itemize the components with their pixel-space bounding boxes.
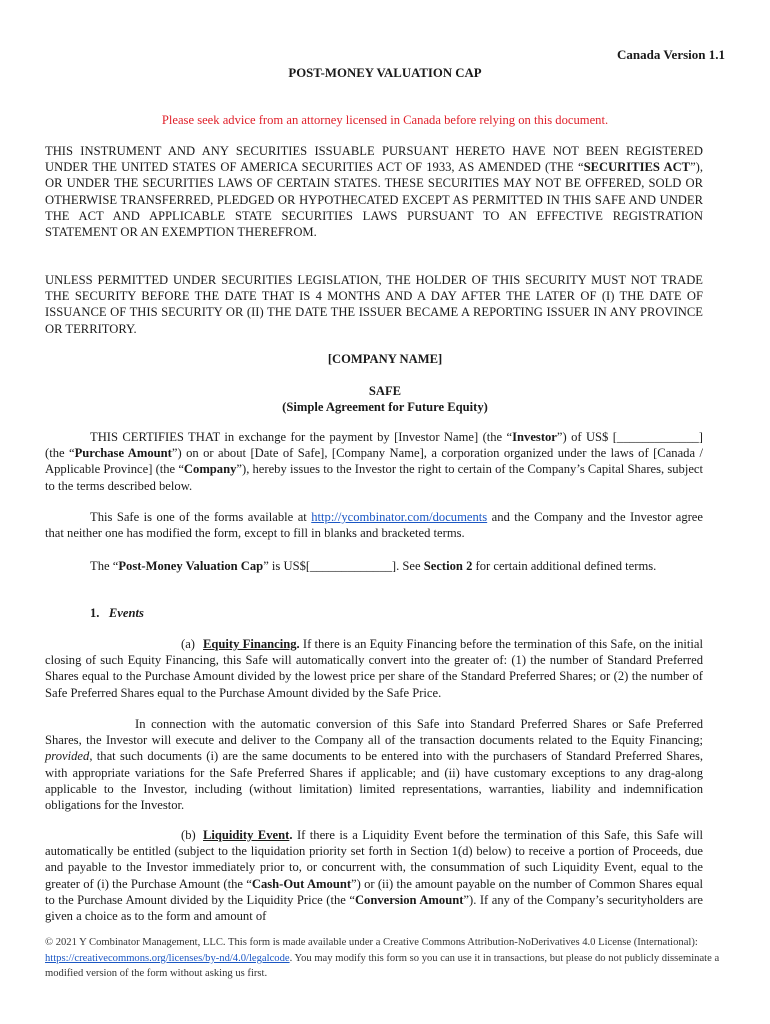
equity-financing-heading: Equity Financing [203,637,297,651]
forms-text-2: and the Company and the Investor agree that neither one has modified the form, except to fill in blanks and bracketed terms. [45,510,703,541]
investor-term: Investor [512,430,557,444]
events-heading [90,605,144,621]
liquidity-text-3: ”). If any of the Company’s securityholders are given a choice as to the form and amount of [45,892,703,924]
valuation-cap-paragraph [45,558,703,574]
conversion-text-2: , that such documents (i) are the same documents to be entered into with the purchasers of Standard Preferred Shares, with appropriate variations for the Safe Preferred Shares if applicable; and (ii) have customary exceptions to any drag-along applicable to the Investor, including (without limitation) limited representations, warranties, liability and indemnification obligations for the Investor. [45,749,703,813]
license-footer [45,935,725,982]
certifies-text-2: ”) of US$ [_____________] (the “ [45,430,703,461]
certifies-paragraph [45,429,703,494]
document-title: POST-MONEY VALUATION CAP [288,66,482,80]
events-number: 1. [90,606,100,620]
company-name: [COMPANY NAME] [327,352,443,366]
footer-text-2: . You may modify this form so you can use it in transactions, but please do not publicly disseminate a modified version of the form without asking us first. [45,952,720,980]
safe-title: SAFE [368,384,402,398]
liquidity-event-heading: Liquidity Event [203,828,290,842]
legend-text: THIS INSTRUMENT AND ANY SECURITIES ISSUABLE PURSUANT HERETO HAVE NOT BEEN REGISTERED UNDER THE UNITED STATES OF AMERICA SECURITIES ACT OF 1933, AS AMENDED (THE “ [45,144,703,175]
post-money-valuation-cap-term: Post-Money Valuation Cap [118,559,264,573]
certifies-text-3: ”) on or about [Date of Safe], [Company Name], a corporation organized under the laws of [Canada / Applicable Province] (the “ [45,446,703,477]
liquidity-label: (b) [181,828,196,842]
cash-out-amount-term: Cash-Out Amount [251,876,352,891]
cap-text-2: ” is US$[_____________]. See [263,559,424,573]
liquidity-text-2: ”) or (ii) the amount payable on the number of Common Shares equal to the Purchase Amount divided by the Liquidity Price (the “ [45,876,703,907]
section-2-reference: Section 2 [423,559,473,573]
ycombinator-documents-link[interactable]: http://ycombinator.com/documents [311,510,488,524]
events-title: Events [108,606,144,620]
liquidity-event-paragraph: (b) Liquidity Event. If there is a Liquidity Event before the termination of this Safe, this Safe will automatically be entitled (subject to the liquidation priority set forth in Section 1(d) below) to receive a portion of Proceeds, due and payable to the Investor immediately prior to, or concurrent with, the consummation of such Liquidity Event, equal to the greater of (i) the Purchase Amount (the “Cash-Out Amount”) or (ii) the amount payable on the number of Common Shares equal to the Purchase Amount divided by the Liquidity Price (the “Conversion Amount”). If any of the Company’s securityholders are given a choice as to the form and amount of [45,828,703,924]
equity-text: If there is an Equity Financing before the termination of this Safe, on the initial closing of such Equity Financing, this Safe will automatically convert into the greater of: (1) the number of Standard Preferred Shares equal to the Purchase Amount divided by the lowest price per share of the Standard Preferred Shares; or (2) the number of Safe Preferred Shares equal to the Purchase Amount divided by the Safe Price. [45,637,703,700]
version-label: Canada Version 1.1 [617,47,725,62]
forms-text: This Safe is one of the forms available at [90,510,312,524]
legend-text-cont: ”), OR UNDER THE SECURITIES LAWS OF CERTAIN STATES. THESE SECURITIES MAY NOT BE OFFERED, SOLD OR OTHERWISE TRANSFERRED, PLEDGED OR HYPOTHECATED EXCEPT AS PERMITTED IN THIS SAFE AND UNDER THE ACT AND APPLICABLE STATE SECURITIES LAWS PURSUANT TO AN EFFECTIVE REGISTRATION STATEMENT OR AN EXEMPTION THEREFROM. [45,160,704,240]
safe-subtitle: (Simple Agreement for Future Equity) [282,400,488,414]
attorney-warning: Please seek advice from an attorney licensed in Canada before relying on this document. [161,113,609,127]
certifies-text-4: ”), hereby issues to the Investor the right to certain of the Company’s Capital Shares, subject to the terms described below. [45,462,704,493]
equity-financing-paragraph: (a) Equity Financing. If there is an Equity Financing before the termination of this Safe, on the initial closing of such Equity Financing, this Safe will automatically convert into the greater of: (1) the number of Standard Preferred Shares equal to the Purchase Amount divided by the lowest price per share of the Standard Preferred Shares; or (2) the number of Safe Preferred Shares equal to the Purchase Amount divided by the Safe Price. [45,637,703,700]
conversion-amount-term: Conversion Amount [354,892,464,907]
equity-label: (a) [181,637,195,651]
forms-paragraph [45,509,703,541]
conversion-text: In connection with the automatic conversion of this Safe into Standard Preferred Shares or Safe Preferred Shares, the Investor will execute and deliver to the Company all of the transaction documents related to the Equity Financing; [45,717,703,748]
cap-text: The “ [90,559,119,573]
conversion-paragraph [45,716,703,813]
provided-term: provided [45,749,90,764]
trade-restriction-legend: UNLESS PERMITTED UNDER SECURITIES LEGISLATION, THE HOLDER OF THIS SECURITY MUST NOT TRADE THE SECURITY BEFORE THE DATE THAT IS 4 MONTHS AND A DAY AFTER THE LATER OF (I) THE DATE OF ISSUANCE OF THIS SECURITY OR (II) THE DATE THE ISSUER BECAME A REPORTING ISSUER IN ANY PROVINCE OR TERRITORY. [45,273,703,336]
creative-commons-link[interactable]: https://creativecommons.org/licenses/by-nd/4.0/legalcode [45,952,290,964]
footer-text: © 2021 Y Combinator Management, LLC. This form is made available under a Creative Commons Attribution-NoDerivatives 4.0 License (International): [45,937,698,948]
company-term: Company [183,462,237,477]
liquidity-text: If there is a Liquidity Event before the termination of this Safe, this Safe will automatically be entitled (subject to the liquidation priority set forth in Section 1(d) below) to receive a portion of Proceeds, due and payable to the Investor immediately prior to, or concurrent with, the consummation of such Liquidity Event, equal to the greater of (i) the Purchase Amount (the “ [45,828,703,891]
securities-legend [45,143,703,240]
purchase-amount-term: Purchase Amount [74,446,172,461]
securities-act-term: SECURITIES ACT [583,160,691,175]
cap-text-3: for certain additional defined terms. [472,559,657,573]
certifies-text: THIS CERTIFIES THAT in exchange for the payment by [Investor Name] (the “ [90,430,513,444]
